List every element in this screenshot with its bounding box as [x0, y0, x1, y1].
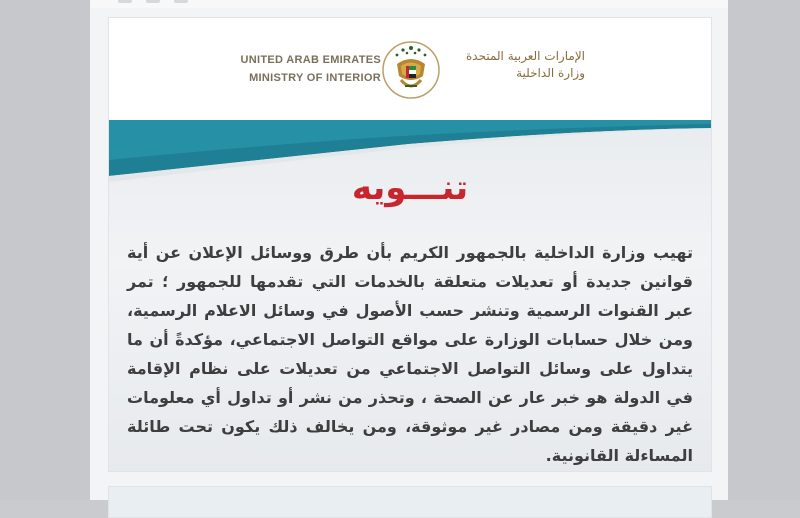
ministry-name-english [221, 51, 381, 87]
next-post-edge [108, 486, 712, 518]
ar-line-1: الإمارات العربية المتحدة [466, 49, 585, 63]
uae-emblem-icon [381, 40, 441, 100]
post-image-card[interactable] [108, 17, 712, 472]
ministry-header [109, 18, 711, 118]
ministry-name-arabic [445, 48, 585, 82]
right-margin [728, 0, 800, 500]
ar-line-2: وزارة الداخلية [516, 66, 585, 80]
en-line-2: MINISTRY OF INTERIOR [249, 72, 381, 84]
notice-body-area [109, 120, 711, 471]
left-margin [0, 0, 90, 500]
notice-title: تنـــويه [351, 168, 469, 208]
previous-post-edge [90, 0, 728, 8]
notice-text: تهيب وزارة الداخلية بالجمهور الكريم بأن طرق ووسائل الإعلان عن أية قوانين جديدة أو تعديلات متعلقة بالخدمات التي تقدمها للجمهور ؛ تمر عبر القنوات الرسمية وتنشر حسب الأصول في وسائل الاعلام الرسمية، ومن خلال حسابات الوزارة على مواقع التواصل الاجتماعي، مؤكدةً أن ما يتداول على وسائل التواصل الاجتماعي من تعديلات على نظام الإقامة في الدولة هو خبر عار عن الصحة ، وتحذر من نشر أو تداول أي معلومات غير دقيقة ومن مصادر غير موثوقة، ومن يخالف ذلك يكون تحت طائلة المساءلة القانونية. [127, 243, 693, 465]
feed-column [90, 0, 728, 500]
en-line-1: UNITED ARAB EMIRATES [240, 54, 381, 66]
faint-action-icons [118, 0, 238, 4]
